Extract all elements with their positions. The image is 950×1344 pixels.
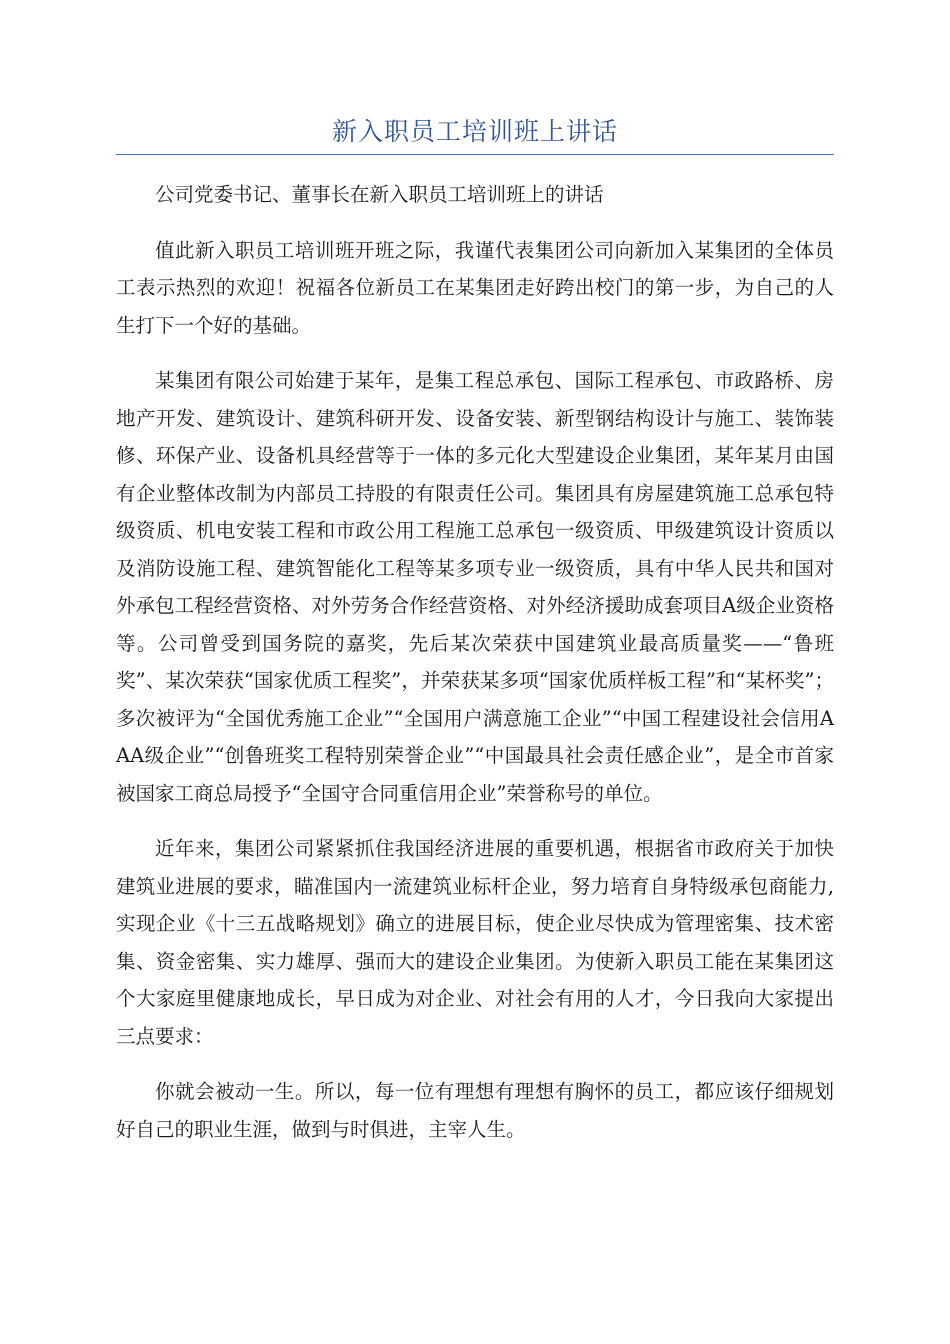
paragraph-recent-years: 近年来，集团公司紧紧抓住我国经济进展的重要机遇，根据省市政府关于加快建筑业进展的要求，瞄准国内一流建筑业标杆企业，努力培育自身特级承包商能力,实现企业《十三五战略规划》确立的进展目标，使企业尽快成为管理密集、技术密集、资金密集、实力雄厚、强而大的建设企业集团。为使新入职员工能在某集团这个大家庭里健康地成长，早日成为对企业、对社会有用的人才，今日我向大家提出三点要求：	[116, 837, 834, 1048]
paragraph-company-intro: 某集团有限公司始建于某年，是集工程总承包、国际工程承包、市政路桥、房地产开发、建筑设计、建筑科研开发、设备安装、新型钢结构设计与施工、装饰装修、环保产业、设备机具经营等于一体的多元化大型建设企业集团，某年某月由国有企业整体改制为内部员工持股的有限责任公司。集团具有房屋建筑施工总承包特级资质、机电安装工程和市政公用工程施工总承包一级资质、甲级建筑设计资质以及消防设施工程、建筑智能化工程等某多项专业一级资质，具有中华人民共和国对外承包工程经营资格、对外劳务合作经营资格、对外经济援助成套项目A级企业资格等。公司曾受到国务院的嘉奖，先后某次荣获中国建筑业最高质量奖——“鲁班奖”、某次荣获“国家优质工程奖”，并荣获某多项“国家优质样板工程”和“某杯奖”；多次被评为“全国优秀施工企业”“全国用户满意施工企业”“中国工程建设社会信用AAA级企业”“创鲁班奖工程特别荣誉企业”“中国最具社会责任感企业”，是全市首家被国家工商总局授予“全国守合同重信用企业”荣誉称号的单位。	[116, 369, 834, 805]
document-body	[116, 176, 834, 1166]
paragraph-welcome: 值此新入职员工培训班开班之际，我谨代表集团公司向新加入某集团的全体员工表示热烈的欢迎！祝福各位新员工在某集团走好跨出校门的第一步，为自己的人生打下一个好的基础。	[116, 238, 834, 337]
document-title: 新入职员工培训班上讲话	[331, 117, 618, 146]
title-underline	[116, 154, 834, 155]
paragraph-subtitle: 公司党委书记、董事长在新入职员工培训班上的讲话	[155, 183, 604, 206]
paragraph-career-planning: 你就会被动一生。所以，每一位有理想有理想有胸怀的员工，都应该仔细规划好自己的职业生涯，做到与时俱进，主宰人生。	[116, 1080, 834, 1141]
